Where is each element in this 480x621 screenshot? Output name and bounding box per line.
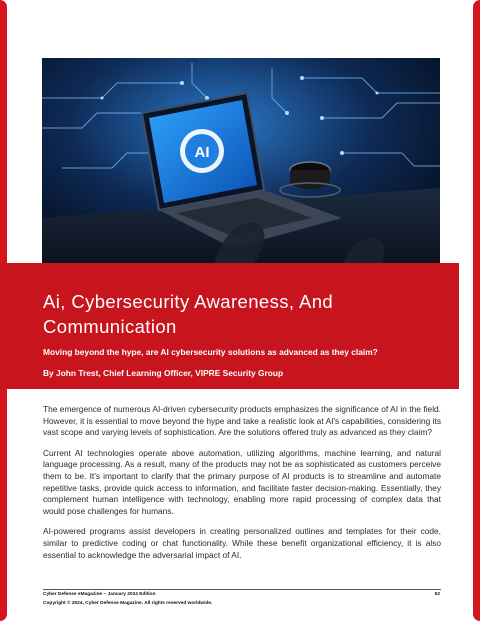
- hero-illustration: [42, 58, 440, 278]
- footer-divider: [43, 589, 441, 590]
- article-title: Ai, Cybersecurity Awareness, And Communication: [43, 291, 334, 337]
- page-number: 52: [434, 592, 440, 597]
- paragraph: The emergence of numerous AI-driven cybersecurity products emphasizes the significance of AI in the field. However, it is essential to move beyond the hype and take a realistic look at AI's capabilities, considering its vast scope and varying levels of sophistication. Are the solutions offered truly as advanced as they claim?: [43, 404, 441, 438]
- hero-image: [42, 58, 440, 278]
- paragraph: Current AI technologies operate above automation, utilizing algorithms, machine learning, and natural language processing. As a result, many of the products may not be as sophisticated as customers perceive them to be. It's important to clarify that the primary purpose of AI products is to streamline and automate repetitive tasks, provide quick access to information, and facilitate faster decision-making. Essentially, they complement human intelligence with technology, enabling more rapid processing of complex data that would pose challenges for humans.: [43, 447, 441, 516]
- footer-edition: Cyber Defense eMagazine – January 2024 Edition: [43, 592, 156, 597]
- article-byline: By John Trest, Chief Learning Officer, VIPRE Security Group: [43, 368, 284, 378]
- right-page-edge: [473, 0, 480, 621]
- paragraph: AI-powered programs assist developers in creating personalized outlines and templates for their code, similar to predictive coding or chat functionality. While these benefit organizational efficiency, it is also essential to acknowledge the adversarial impact of AI.: [43, 526, 441, 560]
- footer-copyright: Copyright © 2024, Cyber Defense Magazine. All rights reserved worldwide.: [43, 601, 213, 606]
- article-subtitle: Moving beyond the hype, are AI cybersecurity solutions as advanced as they claim?: [43, 347, 378, 357]
- svg-text:AI: AI: [194, 144, 210, 161]
- brain-icon: [180, 129, 224, 173]
- article-body: [43, 404, 441, 570]
